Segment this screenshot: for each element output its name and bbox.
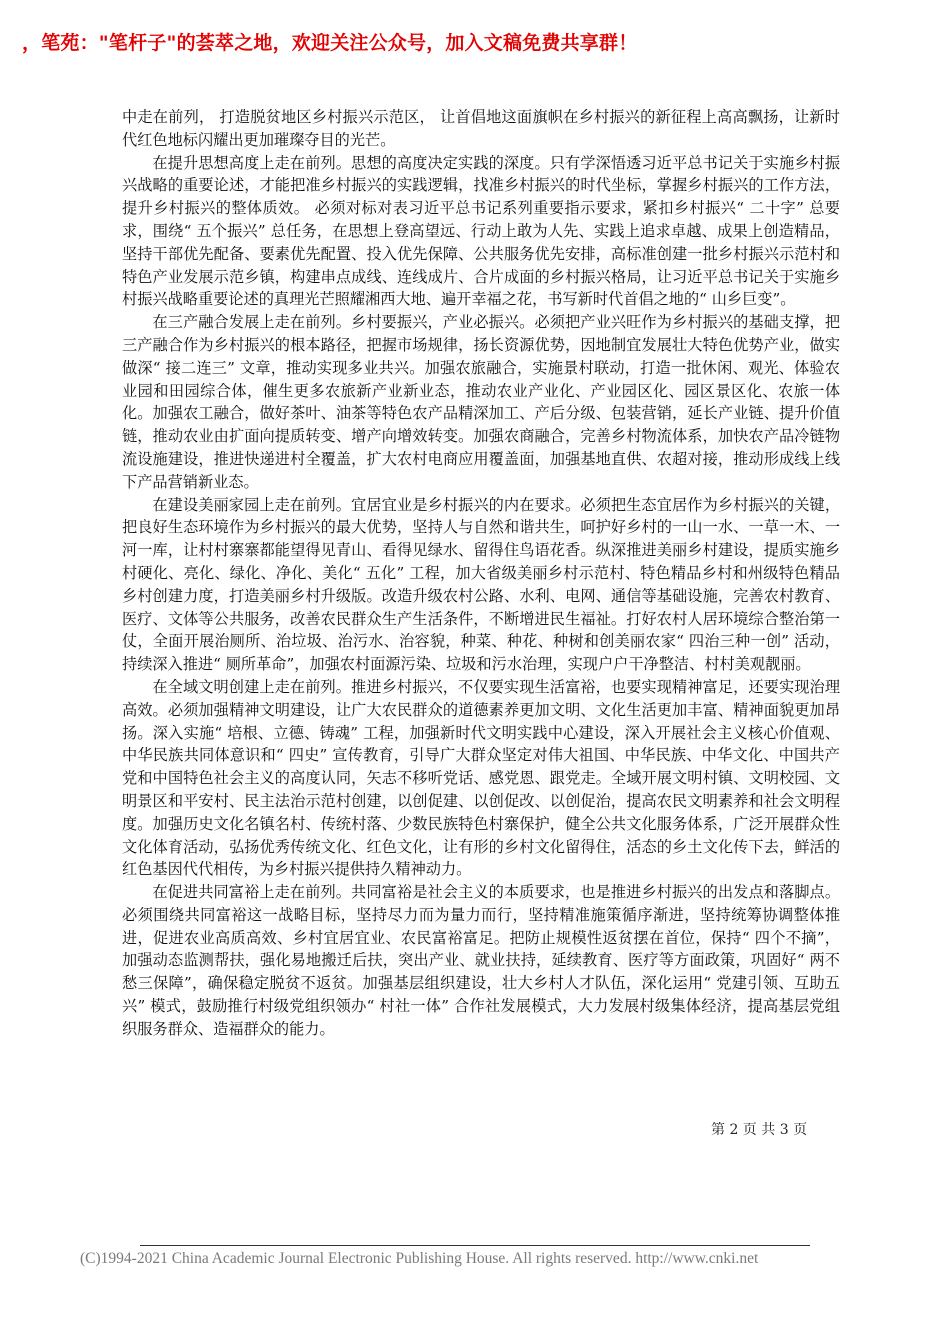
page-number: 第 2 页 共 3 页 [711,1122,808,1138]
article-body [122,106,840,1041]
promo-banner: ，笔苑："笔杆子"的荟萃之地，欢迎关注公众号，加入文稿免费共享群！ [22,32,638,54]
paragraph-thought-height: 在提升思想高度上走在前列。思想的高度决定实践的深度。只有学深悟透习近平总书记关于实施乡村振兴战略的重要论述，才能把准乡村振兴的实践逻辑，找准乡村振兴的时代坐标，掌握乡村振兴的工作方法， 提升乡村振兴的整体质效。 必须对标对表习近平总书记系列重要指示要求，紧扣乡村振兴“ 二十字” 总要求，围绕“ 五个振兴” 总任务，在思想上登高望远、行动上敢为人先、实践上追求卓越、成果上创造精品，坚持干部优先配备、要素优先配置、投入优先保障、公共服务优先安排，高标准创建一批乡村振兴示范村和特色产业发展示范乡镇，构建串点成线、连线成片、合片成面的乡村振兴格局，让习近平总书记关于实施乡村振兴战略重要论述的真理光芒照耀湘西大地、遍开幸福之花，书写新时代首倡之地的“ 山乡巨变”。 [122,153,840,309]
footer-divider [140,1245,810,1246]
paragraph-beautiful-home: 在建设美丽家园上走在前列。宜居宜业是乡村振兴的内在要求。必须把生态宜居作为乡村振兴的关键，把良好生态环境作为乡村振兴的最大优势，坚持人与自然和谐共生，呵护好乡村的一山一水、一草一木、一河一库，让村村寨寨都能望得见青山、看得见绿水、留得住鸟语花香。纵深推进美丽乡村建设，提质实施乡村硬化、亮化、绿化、净化、美化“ 五化” 工程，加大省级美丽乡村示范村、特色精品乡村和州级特色精品乡村创建力度，打造美丽乡村升级版。改造升级农村公路、水利、电网、通信等基础设施，完善农村教育、医疗、文体等公共服务，改善农民群众生产生活条件，不断增进民生福祉。打好农村人居环境综合整治第一仗，全面开展治厕所、治垃圾、治污水、治容貌，种菜、种花、种树和创美丽农家“ 四治三种一创” 活动，持续深入推进“ 厕所革命”，加强农村面源污染、垃圾和污水治理，实现户户干净整洁、村村美观靓丽。 [122,495,840,674]
paragraph-continuation: 中走在前列， 打造脱贫地区乡村振兴示范区， 让首倡地这面旗帜在乡村振兴的新征程上高高飘扬，让新时代红色地标闪耀出更加璀璨夺目的光芒。 [122,108,840,149]
paragraph-common-prosperity: 在促进共同富裕上走在前列。共同富裕是社会主义的本质要求，也是推进乡村振兴的出发点和落脚点。必须围绕共同富裕这一战略目标，坚持尽力而为量力而行，坚持精准施策循序渐进，坚持统筹协调整体推进，促进农业高质高效、乡村宜居宜业、农民富裕富足。把防止规模性返贫摆在首位，保持“ 四个不摘”，加强动态监测帮扶，强化易地搬迁后扶，突出产业、就业扶持，延续教育、医疗等方面政策，巩固好“ 两不愁三保障”，确保稳定脱贫不返贫。加强基层组织建设，壮大乡村人才队伍，深化运用“ 党建引领、互助五兴” 模式，鼓励推行村级党组织领办“ 村社一体” 合作社发展模式，大力发展村级集体经济，提高基层党组织服务群众、造福群众的能力。 [122,883,840,1038]
copyright-footer: (C)1994-2021 China Academic Journal Electronic Publishing House. All rights reserved. http://www.cnki.net [80,1250,759,1267]
paragraph-civilization: 在全域文明创建上走在前列。推进乡村振兴，不仅要实现生活富裕，也要实现精神富足，还要实现治理高效。必须加强精神文明建设，让广大农民群众的道德素养更加文明、文化生活更加丰富、精神面貌更加昂扬。深入实施“ 培根、立德、铸魂” 工程，加强新时代文明实践中心建设，深入开展社会主义核心价值观、中华民族共同体意识和“ 四史” 宣传教育，引导广大群众坚定对伟大祖国、中华民族、中华文化、中国共产党和中国特色社会主义的高度认同，矢志不移听党话、感党恩、跟党走。全域开展文明村镇、文明校园、文明景区和平安村、民主法治示范村创建，以创促建、以创促改、以创促治，提高农民文明素养和社会文明程度。加强历史文化名镇名村、传统村落、少数民族特色村寨保护，健全公共文化服务体系，广泛开展群众性文化体育活动，弘扬优秀传统文化、红色文化，让有形的乡村文化留得住，活态的乡土文化传下去，鲜活的红色基因代代相传，为乡村振兴提供持久精神动力。 [122,677,840,879]
paragraph-industry-integration: 在三产融合发展上走在前列。乡村要振兴，产业必振兴。必须把产业兴旺作为乡村振兴的基础支撑，把三产融合作为乡村振兴的根本路径，把握市场规律，扬长资源优势，因地制宜发展壮大特色优势产业，做实做深“ 接二连三” 文章，推动实现多业共兴。加强农旅融合，实施景村联动，打造一批休闲、观光、体验农业园和田园综合体，催生更多农旅新产业新业态，推动农业产业化、产业园区化、园区景区化、农旅一体化。加强农工融合，做好茶叶、油茶等特色农产品精深加工、产后分级、包装营销，延长产业链、提升价值链，推动农业由扩面向提质转变、增产向增效转变。加强农商融合，完善乡村物流体系，加快农产品冷链物流设施建设，推进快递进村全覆盖，扩大农村电商应用覆盖面，加强基地直供、农超对接，推动形成线上线下产品营销新业态。 [122,313,840,491]
